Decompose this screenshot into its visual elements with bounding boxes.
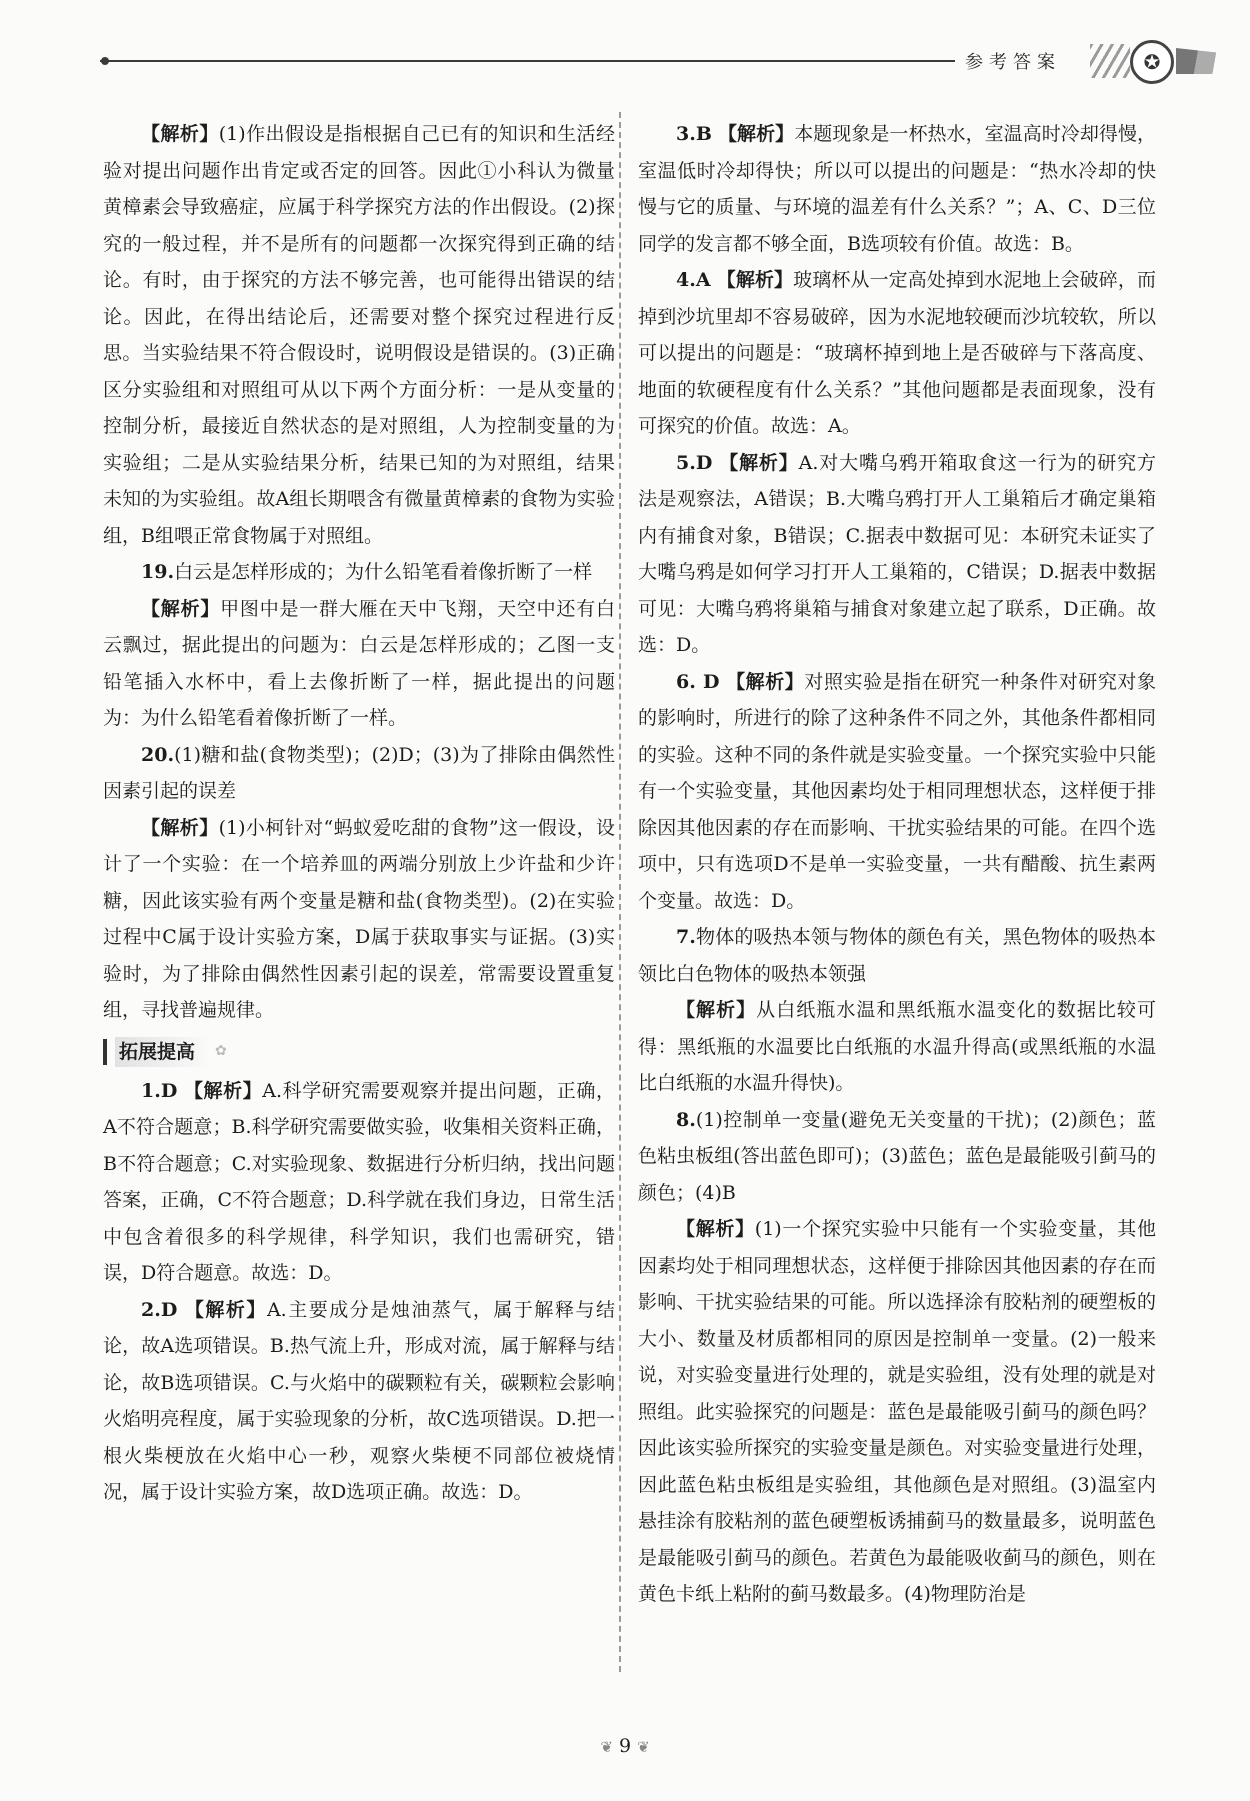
header-stripes [1090, 44, 1130, 78]
star-icon: ✿ [215, 1043, 227, 1060]
leaf-right-icon: ❦ [637, 1738, 650, 1756]
answer-analysis [638, 664, 1156, 920]
analysis-label: 【解析】 [676, 999, 757, 1021]
analysis-label: 【解析】 [716, 269, 794, 291]
item-number: 4.A [676, 269, 711, 291]
answer-analysis [638, 992, 1156, 1102]
item-text: 白云是怎样形成的；为什么铅笔看着像折断了一样 [174, 561, 593, 583]
item-number: 3.B [676, 123, 712, 145]
item-text: 物体的吸热本领与物体的颜色有关，黑色物体的吸热本领比白色物体的吸热本领强 [638, 926, 1156, 985]
header-wing-icon [1176, 48, 1246, 74]
section-bar [103, 1039, 107, 1065]
item-number: 1.D [141, 1079, 178, 1102]
header-title: 参考答案 [965, 52, 1061, 73]
trophy-emblem-icon [1130, 40, 1174, 84]
analysis-label: 【解析】 [141, 123, 219, 145]
column-divider [619, 112, 621, 1672]
page-number [580, 1735, 670, 1757]
item-number: 8. [676, 1108, 696, 1131]
analysis-label: 【解析】 [719, 451, 799, 474]
right-column [638, 116, 1156, 1613]
leaf-left-icon: ❦ [600, 1738, 613, 1756]
section-heading [103, 1035, 615, 1069]
answer-item [103, 554, 615, 591]
answer-item [638, 919, 1156, 992]
answer-analysis [638, 262, 1156, 445]
left-column [103, 116, 615, 1511]
page-number-text: 9 [618, 1735, 632, 1757]
item-number: 5.D [676, 451, 713, 474]
item-text: 甲图中是一群大雁在天中飞翔，天空中还有白云飘过，据此提出的问题为：白云是怎样形成的；乙图一支铅笔插入水杯中，看上去像折断了一样，据此提出的问题为：为什么铅笔看着像折断了一样。 [103, 597, 615, 729]
analysis-label: 【解析】 [718, 123, 795, 145]
analysis-label: 【解析】 [726, 670, 805, 693]
answer-analysis [638, 1211, 1156, 1613]
item-text: 对照实验是指在研究一种条件对研究对象的影响时，所进行的除了这种条件不同之外，其他条件都相同的实验。这种不同的条件就是实验变量。一个探究实验中只能有一个实验变量，其他因素均处于相同理想状态，这样便于排除因其他因素的存在而影响、干扰实验结果的可能。在四个选项中，只有选项D不是单一实验变量，一共有醋酸、抗生素两个变量。故选：D。 [638, 670, 1156, 912]
item-number: 7. [676, 926, 696, 948]
item-text: (1)作出假设是指根据自己已有的知识和生活经验对提出问题作出肯定或否定的回答。因此①小科认为微量黄樟素会导致癌症，应属于科学探究方法的作出假设。(2)探究的一般过程，并不是所有的问题都一次探究得到正确的结论。有时，由于探究的方法不够完善，也可能得出错误的结论。因此，在得出结论后，还需要对整个探究过程进行反思。当实验结果不符合假设时，说明假设是错误的。(3)正确区分实验组和对照组可从以下两个方面分析：一是从变量的控制分析，最接近自然状态的是对照组，人为控制变量的为实验组；二是从实验结果分析，结果已知的为对照组，结果未知的为实验组。故A组长期喂含有微量黄樟素的食物为实验组，B组喂正常食物属于对照组。 [103, 123, 615, 547]
item-text: 本题现象是一杯热水，室温高时冷却得慢，室温低时冷却得快；所以可以提出的问题是：“热水冷却的快慢与它的质量、与环境的温差有什么关系？”；A、C、D三位同学的发言都不够全面，B选项较有价值。故选：B。 [638, 123, 1156, 255]
analysis-label: 【解析】 [184, 1298, 267, 1321]
answer-analysis [103, 116, 615, 554]
answer-analysis [103, 1292, 615, 1511]
answer-analysis [103, 1073, 615, 1292]
item-text: A.主要成分是烛油蒸气，属于解释与结论，故A选项错误。B.热气流上升，形成对流，属于解释与结论，故B选项错误。C.与火焰中的碳颗粒有关，碳颗粒会影响火焰明亮程度，属于实验现象的分析，故C选项错误。D.把一根火柴梗放在火焰中心一秒，观察火柴梗不同部位被烧情况，属于设计实验方案，故D选项正确。故选：D。 [103, 1298, 615, 1503]
item-number: 6. D [676, 670, 720, 693]
item-text: (1)糖和盐(食物类型)；(2)D；(3)为了排除由偶然性因素引起的误差 [103, 743, 615, 802]
analysis-label: 【解析】 [141, 597, 221, 620]
item-text: A.科学研究需要观察并提出问题，正确，A不符合题意；B.科学研究需要做实验，收集相关资料正确，B不符合题意；C.对实验现象、数据进行分析归纳，找出问题答案，正确，C不符合题意；D.科学就在我们身边，日常生活中包含着很多的科学规律，科学知识，我们也需研究，错误，D符合题意。故选：D。 [103, 1079, 615, 1284]
item-text: A.对大嘴乌鸦开箱取食这一行为的研究方法是观察法，A错误；B.大嘴乌鸦打开人工巢箱后才确定巢箱内有捕食对象，B错误；C.据表中数据可见：本研究未证实了大嘴乌鸦是如何学习打开人工巢箱的，C错误；D.据表中数据可见：大嘴乌鸦将巢箱与捕食对象建立起了联系，D正确。故选：D。 [638, 451, 1156, 656]
answer-analysis [638, 116, 1156, 262]
item-number: 2.D [141, 1298, 178, 1321]
analysis-label: 【解析】 [141, 816, 219, 839]
header-rule [100, 60, 955, 62]
section-title: 拓展提高 [115, 1037, 209, 1067]
item-text: (1)一个探究实验中只能有一个实验变量，其他因素均处于相同理想状态，这样便于排除因其他因素的存在而影响、干扰实验结果的可能。所以选择涂有胶粘剂的硬塑板的大小、数量及材质都相同的原因是控制单一变量。(2)一般来说，对实验变量进行处理的，就是实验组，没有处理的就是对照组。此实验探究的问题是：蓝色是最能吸引蓟马的颜色吗？因此该实验所探究的实验变量是颜色。对实验变量进行处理，因此蓝色粘虫板组是实验组，其他颜色是对照组。(3)温室内悬挂涂有胶粘剂的蓝色硬塑板诱捕蓟马的数量最多，说明蓝色是最能吸引蓟马的颜色。若黄色为最能吸收蓟马的颜色，则在黄色卡纸上粘附的蓟马数最多。(4)物理防治是 [638, 1218, 1156, 1605]
answer-analysis [103, 810, 615, 1029]
answer-analysis [103, 591, 615, 737]
analysis-label: 【解析】 [676, 1218, 755, 1240]
item-number: 19. [141, 561, 175, 583]
item-text: 从白纸瓶水温和黑纸瓶水温变化的数据比较可得：黑纸瓶的水温要比白纸瓶的水温升得高(或黑纸瓶的水温比白纸瓶的水温升得快)。 [638, 999, 1156, 1094]
item-text: (1)小柯针对“蚂蚁爱吃甜的食物”这一假设，设计了一个实验：在一个培养皿的两端分别放上少许盐和少许糖，因此该实验有两个变量是糖和盐(食物类型)。(2)在实验过程中C属于设计实验方案，D属于获取事实与证据。(3)实验时，为了排除由偶然性因素引起的误差，常需要设置重复组，寻找普遍规律。 [103, 816, 615, 1021]
item-text: (1)控制单一变量(避免无关变量的干扰)；(2)颜色；蓝色粘虫板组(答出蓝色即可)；(3)蓝色；蓝色是最能吸引蓟马的颜色；(4)B [638, 1108, 1156, 1204]
answer-item [638, 1102, 1156, 1212]
emblem-glyph: ✪ [1143, 50, 1161, 74]
answer-analysis [638, 445, 1156, 664]
item-number: 20. [141, 743, 175, 766]
analysis-label: 【解析】 [183, 1079, 263, 1102]
item-text: 玻璃杯从一定高处掉到水泥地上会破碎，而掉到沙坑里却不容易破碎，因为水泥地较硬而沙坑较软，所以可以提出的问题是：“玻璃杯掉到地上是否破碎与下落高度、地面的软硬程度有什么关系？”其他问题都是表面现象，没有可探究的价值。故选：A。 [638, 269, 1156, 437]
answer-item [103, 737, 615, 810]
